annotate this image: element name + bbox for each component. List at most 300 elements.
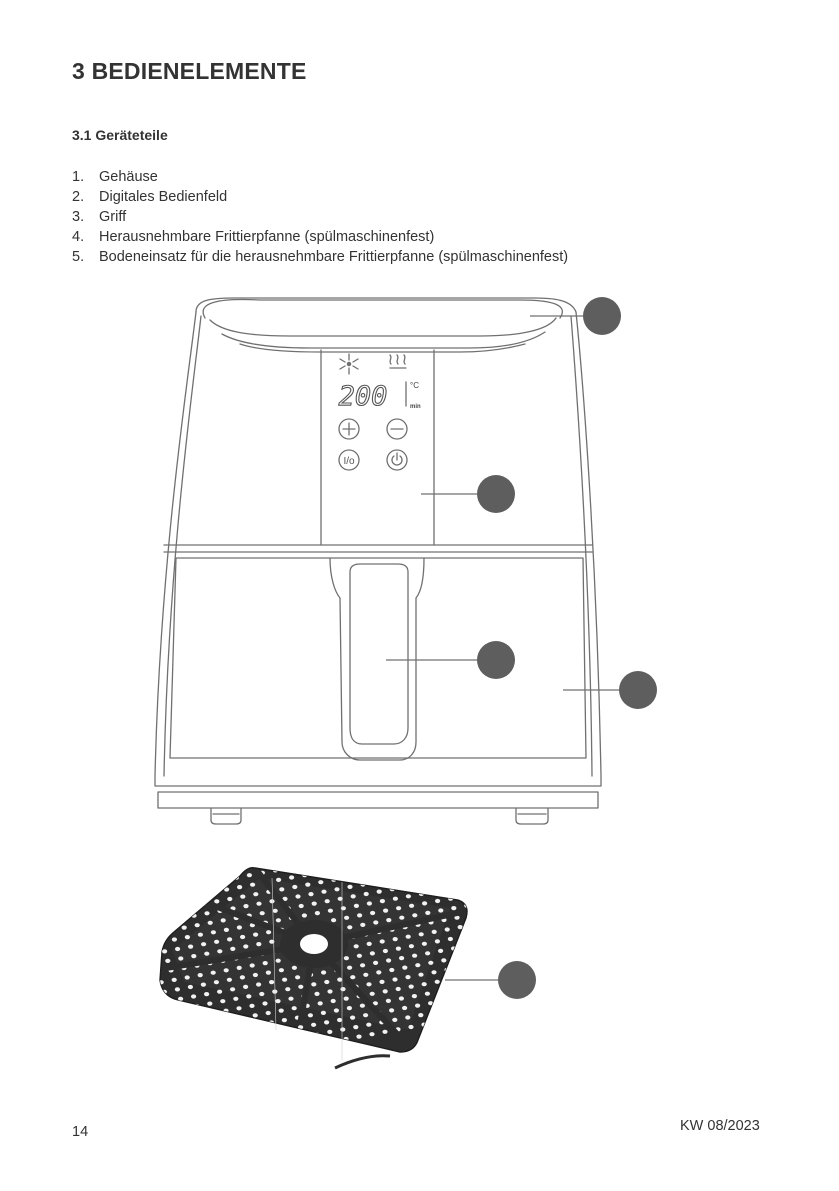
handle-inner	[350, 564, 408, 744]
perforation-hole	[340, 987, 345, 991]
perforation-hole	[392, 1018, 397, 1022]
perforation-hole	[156, 930, 161, 934]
perforation-hole	[318, 1001, 323, 1005]
perforation-hole	[390, 847, 395, 851]
perforation-hole	[474, 973, 479, 977]
perforation-hole	[386, 958, 391, 962]
perforation-hole	[244, 864, 249, 868]
perforation-hole	[214, 899, 219, 903]
perforation-hole	[292, 885, 297, 889]
perforation-hole	[364, 892, 369, 896]
start-stop-icon: I/o	[343, 456, 355, 467]
perforation-hole	[396, 947, 401, 951]
perforation-hole	[351, 854, 356, 858]
perforation-hole	[243, 985, 248, 989]
date-code: KW 08/2023	[680, 1118, 760, 1134]
list-item-label: Digitales Bedienfeld	[99, 189, 228, 205]
callout-marker-3	[477, 641, 515, 679]
perforation-hole	[354, 944, 359, 948]
perforation-hole	[236, 1047, 241, 1051]
perforation-hole	[282, 978, 287, 982]
perforation-hole	[217, 949, 222, 953]
perforation-hole	[334, 887, 339, 891]
perforation-hole	[149, 871, 154, 875]
perforation-hole	[162, 949, 167, 953]
perforation-hole	[445, 847, 450, 851]
perforation-hole	[366, 1023, 371, 1027]
perforation-hole	[182, 885, 187, 889]
perforation-hole	[201, 861, 206, 865]
perforation-hole	[185, 975, 190, 979]
perforation-hole	[257, 861, 262, 865]
perforation-hole	[334, 1008, 339, 1012]
perforation-hole	[181, 1006, 186, 1010]
perforation-hole	[412, 913, 417, 917]
perforation-hole	[376, 970, 381, 974]
perforation-hole	[393, 897, 398, 901]
perforation-hole	[321, 890, 326, 894]
perforation-hole	[419, 932, 424, 936]
perforation-hole	[383, 828, 388, 832]
perforation-hole	[269, 899, 274, 903]
perforation-hole	[337, 1018, 342, 1022]
perforation-hole	[425, 951, 430, 955]
perforation-hole	[191, 1035, 196, 1039]
perforation-hole	[178, 1037, 183, 1041]
perforation-hole	[266, 930, 271, 934]
list-item-label: Herausnehmbare Frittierpfanne (spülmaschinenfest)	[99, 229, 435, 245]
perforation-hole	[314, 992, 319, 996]
perforation-hole	[211, 971, 216, 975]
display-temperature: 200	[338, 381, 388, 412]
perforation-hole	[383, 868, 388, 872]
perforation-hole	[140, 883, 145, 887]
perforation-hole	[422, 821, 427, 825]
perforation-hole	[308, 1013, 313, 1017]
perforation-hole	[214, 859, 219, 863]
perforation-hole	[338, 856, 343, 860]
perforation-hole	[178, 956, 183, 960]
perforation-hole	[198, 892, 203, 896]
perforation-hole	[461, 975, 466, 979]
perforation-hole	[373, 920, 378, 924]
perforation-hole	[201, 1023, 206, 1027]
perforation-hole	[373, 961, 378, 965]
perforation-hole	[422, 942, 427, 946]
perforation-hole	[185, 935, 190, 939]
perforation-hole	[200, 1063, 205, 1067]
perforation-hole	[159, 980, 164, 984]
section-heading: 3.1 Geräteteile	[72, 127, 168, 143]
perforation-hole	[201, 902, 206, 906]
perforation-hole	[315, 911, 320, 915]
perforation-hole	[354, 904, 359, 908]
perforation-hole	[354, 863, 359, 867]
perforation-hole	[143, 892, 148, 896]
perforation-hole	[165, 959, 170, 963]
perforation-hole	[171, 1018, 176, 1022]
perforation-hole	[185, 895, 190, 899]
perforation-hole	[169, 888, 174, 892]
perforation-hole	[237, 885, 242, 889]
perforation-hole	[146, 902, 151, 906]
perforation-hole	[191, 994, 196, 998]
perforation-hole	[377, 849, 382, 853]
perforation-hole	[356, 1035, 361, 1039]
perforation-hole	[448, 856, 453, 860]
base-strip	[158, 792, 598, 808]
perforation-hole	[396, 866, 401, 870]
perforation-hole	[318, 880, 323, 884]
perforation-hole	[230, 1028, 235, 1032]
perforation-hole	[425, 870, 430, 874]
perforation-hole	[499, 1008, 504, 1012]
perforation-hole	[285, 1028, 290, 1032]
perforation-hole	[370, 992, 375, 996]
perforation-hole	[383, 989, 388, 993]
perforation-hole	[227, 978, 232, 982]
perforation-hole	[467, 913, 472, 917]
perforation-hole	[149, 911, 154, 915]
perforation-hole	[256, 902, 261, 906]
perforation-hole	[211, 930, 216, 934]
perforation-hole	[486, 1011, 491, 1015]
perforation-hole	[253, 1013, 258, 1017]
perforation-hole	[327, 989, 332, 993]
perforation-hole	[451, 866, 456, 870]
perforation-hole	[461, 935, 466, 939]
perforation-hole	[347, 925, 352, 929]
perforation-hole	[318, 840, 323, 844]
perforation-hole	[282, 1018, 287, 1022]
perforation-hole	[451, 906, 456, 910]
perforation-hole	[322, 849, 327, 853]
list-item-number: 4.	[72, 229, 85, 245]
perforation-hole	[299, 864, 304, 868]
perforation-hole	[445, 887, 450, 891]
perforation-hole	[184, 1016, 189, 1020]
perforation-hole	[422, 901, 427, 905]
perforation-hole	[387, 837, 392, 841]
perforation-hole	[467, 994, 472, 998]
perforation-hole	[311, 982, 316, 986]
perforation-hole	[207, 1002, 212, 1006]
perforation-hole	[360, 923, 365, 927]
list-item-label: Gehäuse	[99, 169, 158, 185]
perforation-hole	[406, 935, 411, 939]
perforation-hole	[227, 897, 232, 901]
perforation-hole	[224, 928, 229, 932]
housing-inner-left	[164, 316, 201, 776]
perforation-hole	[250, 963, 255, 967]
list-item-number: 3.	[72, 209, 85, 225]
perforation-hole	[243, 904, 248, 908]
heating-icon	[390, 355, 406, 368]
perforation-hole	[213, 1061, 218, 1065]
perforation-hole	[477, 982, 482, 986]
perforation-hole	[136, 873, 141, 877]
perforation-hole	[288, 1037, 293, 1041]
callout-marker-2	[477, 475, 515, 513]
perforation-hole	[435, 899, 440, 903]
perforation-hole	[201, 983, 206, 987]
perforation-hole	[249, 1044, 254, 1048]
perforation-hole	[188, 1025, 193, 1029]
foot-right	[516, 808, 548, 824]
perforation-hole	[412, 954, 417, 958]
perforation-hole	[396, 987, 401, 991]
perforation-hole	[406, 894, 411, 898]
perforation-hole	[357, 833, 362, 837]
perforation-hole	[428, 961, 433, 965]
perforation-hole	[165, 999, 170, 1003]
perforation-hole	[370, 830, 375, 834]
perforation-hole	[366, 982, 371, 986]
perforation-hole	[201, 942, 206, 946]
perforation-hole	[425, 992, 430, 996]
perforation-hole	[276, 959, 281, 963]
list-item-number: 1.	[72, 169, 85, 185]
perforation-hole	[445, 927, 450, 931]
perforation-hole	[188, 904, 193, 908]
perforation-hole	[351, 894, 356, 898]
perforation-hole	[380, 859, 385, 863]
perforation-hole	[389, 1008, 394, 1012]
perforation-hole	[464, 984, 469, 988]
perforation-hole	[197, 1054, 202, 1058]
perforation-hole	[477, 942, 482, 946]
perforation-hole	[347, 885, 352, 889]
callout-marker-4	[619, 671, 657, 709]
perforation-hole	[399, 996, 404, 1000]
perforation-hole	[369, 1032, 374, 1036]
perforation-hole	[408, 1025, 413, 1029]
perforation-hole	[360, 1004, 365, 1008]
perforation-hole	[317, 1042, 322, 1046]
perforation-hole	[175, 947, 180, 951]
perforation-hole	[361, 842, 366, 846]
perforation-hole	[221, 878, 226, 882]
perforation-hole	[217, 990, 222, 994]
perforation-hole	[286, 866, 291, 870]
perforation-hole	[211, 890, 216, 894]
perforation-hole	[363, 1013, 368, 1017]
perforation-hole	[230, 987, 235, 991]
perforation-hole	[447, 1018, 452, 1022]
perforation-hole	[382, 1030, 387, 1034]
perforation-hole	[136, 914, 141, 918]
perforation-hole	[379, 980, 384, 984]
perforation-hole	[393, 856, 398, 860]
perforation-hole	[311, 1023, 316, 1027]
perforation-hole	[473, 1013, 478, 1017]
perforation-hole	[470, 1003, 475, 1007]
perforation-hole	[321, 970, 326, 974]
perforation-hole	[457, 965, 462, 969]
perforation-hole	[298, 985, 303, 989]
perforation-hole	[256, 942, 261, 946]
perforation-hole	[207, 1042, 212, 1046]
perforation-hole	[496, 999, 501, 1003]
handle-outer	[330, 558, 424, 760]
perforation-hole	[217, 1030, 222, 1034]
perforation-hole	[432, 889, 437, 893]
drawer-front	[170, 558, 586, 758]
perforation-hole	[270, 859, 275, 863]
perforation-hole	[392, 977, 397, 981]
lid-rim	[210, 318, 556, 336]
perforation-hole	[399, 875, 404, 879]
perforation-hole	[483, 961, 488, 965]
perforation-hole	[156, 890, 161, 894]
perforation-hole	[218, 868, 223, 872]
perforation-hole	[302, 913, 307, 917]
perforation-hole	[127, 885, 132, 889]
perforation-hole	[296, 854, 301, 858]
perforation-hole	[470, 963, 475, 967]
list-item-number: 2.	[72, 189, 85, 205]
perforation-hole	[265, 1051, 270, 1055]
perforation-hole	[386, 918, 391, 922]
perforation-hole	[374, 840, 379, 844]
perforation-hole	[256, 982, 261, 986]
perforation-hole	[425, 911, 430, 915]
perforation-hole	[467, 954, 472, 958]
perforation-hole	[344, 875, 349, 879]
perforation-hole	[439, 828, 444, 832]
control-panel-frame	[321, 350, 434, 545]
perforation-hole	[315, 871, 320, 875]
perforation-hole	[350, 975, 355, 979]
perforation-hole	[441, 999, 446, 1003]
perforation-hole	[188, 985, 193, 989]
perforation-hole	[386, 878, 391, 882]
perforation-hole	[172, 897, 177, 901]
perforation-hole	[292, 1006, 297, 1010]
perforation-hole	[198, 933, 203, 937]
perforation-hole	[331, 999, 336, 1003]
perforation-hole	[422, 982, 427, 986]
perforation-hole	[266, 971, 271, 975]
perforation-hole	[240, 975, 245, 979]
perforation-hole	[367, 901, 372, 905]
perforation-hole	[169, 928, 174, 932]
bottom-insert	[123, 818, 504, 1070]
perforation-hole	[460, 1015, 465, 1019]
perforation-hole	[403, 844, 408, 848]
perforation-hole	[191, 954, 196, 958]
perforation-hole	[204, 992, 209, 996]
perforation-hole	[299, 904, 304, 908]
perforation-hole	[243, 944, 248, 948]
perforation-hole	[210, 1011, 215, 1015]
perforation-hole	[165, 918, 170, 922]
perforation-hole	[276, 878, 281, 882]
perforation-hole	[246, 1035, 251, 1039]
list-item-label: Griff	[99, 209, 127, 225]
perforation-hole	[188, 945, 193, 949]
perforation-hole	[434, 1020, 439, 1024]
perforation-hole	[444, 1008, 449, 1012]
perforation-hole	[426, 830, 431, 834]
perforation-hole	[418, 973, 423, 977]
perforation-hole	[227, 1018, 232, 1022]
perforation-hole	[357, 913, 362, 917]
perforation-hole	[175, 1028, 180, 1032]
perforation-hole	[480, 992, 485, 996]
perforation-hole	[309, 852, 314, 856]
perforation-hole	[370, 911, 375, 915]
perforation-hole	[438, 868, 443, 872]
perforation-hole	[278, 1049, 283, 1053]
perforation-hole	[357, 873, 362, 877]
perforation-hole	[292, 966, 297, 970]
perforation-hole	[240, 895, 245, 899]
perforation-hole	[347, 1006, 352, 1010]
perforation-hole	[399, 916, 404, 920]
perforation-hole	[195, 883, 200, 887]
perforation-hole	[305, 883, 310, 887]
perforation-hole	[123, 876, 128, 880]
perforation-hole	[429, 880, 434, 884]
callout-marker-1	[583, 297, 621, 335]
perforation-hole	[205, 871, 210, 875]
perforation-hole	[133, 904, 138, 908]
perforation-hole	[367, 861, 372, 865]
perforation-hole	[162, 869, 167, 873]
perforation-hole	[236, 1006, 241, 1010]
perforation-hole	[396, 906, 401, 910]
perforation-hole	[266, 849, 271, 853]
perforation-hole	[289, 875, 294, 879]
perforation-hole	[233, 1037, 238, 1041]
perforation-hole	[166, 878, 171, 882]
perforation-hole	[403, 885, 408, 889]
perforation-hole	[438, 989, 443, 993]
perforation-hole	[153, 880, 158, 884]
perforation-hole	[370, 871, 375, 875]
perforation-hole	[415, 1004, 420, 1008]
perforation-hole	[416, 882, 421, 886]
list-item-number: 5.	[72, 249, 85, 265]
perforation-hole	[435, 859, 440, 863]
perforation-hole	[256, 1023, 261, 1027]
perforation-hole	[223, 1049, 228, 1053]
perforation-hole	[179, 876, 184, 880]
perforation-hole	[175, 866, 180, 870]
foot-left	[211, 808, 241, 824]
perforation-hole	[305, 842, 310, 846]
display-unit-celsius: °C	[410, 381, 419, 390]
perforation-hole	[325, 859, 330, 863]
perforation-hole	[168, 1009, 173, 1013]
perforation-hole	[204, 911, 209, 915]
perforation-hole	[487, 970, 492, 974]
perforation-hole	[252, 1054, 257, 1058]
perforation-hole	[409, 904, 414, 908]
perforation-hole	[409, 985, 414, 989]
perforation-hole	[399, 956, 404, 960]
perforation-hole	[454, 956, 459, 960]
perforation-hole	[455, 875, 460, 879]
perforation-hole	[146, 942, 151, 946]
housing-inner-right	[571, 316, 592, 776]
perforation-hole	[457, 1006, 462, 1010]
perforation-hole	[279, 1009, 284, 1013]
perforation-hole	[461, 894, 466, 898]
perforation-hole	[341, 906, 346, 910]
perforation-hole	[493, 989, 498, 993]
